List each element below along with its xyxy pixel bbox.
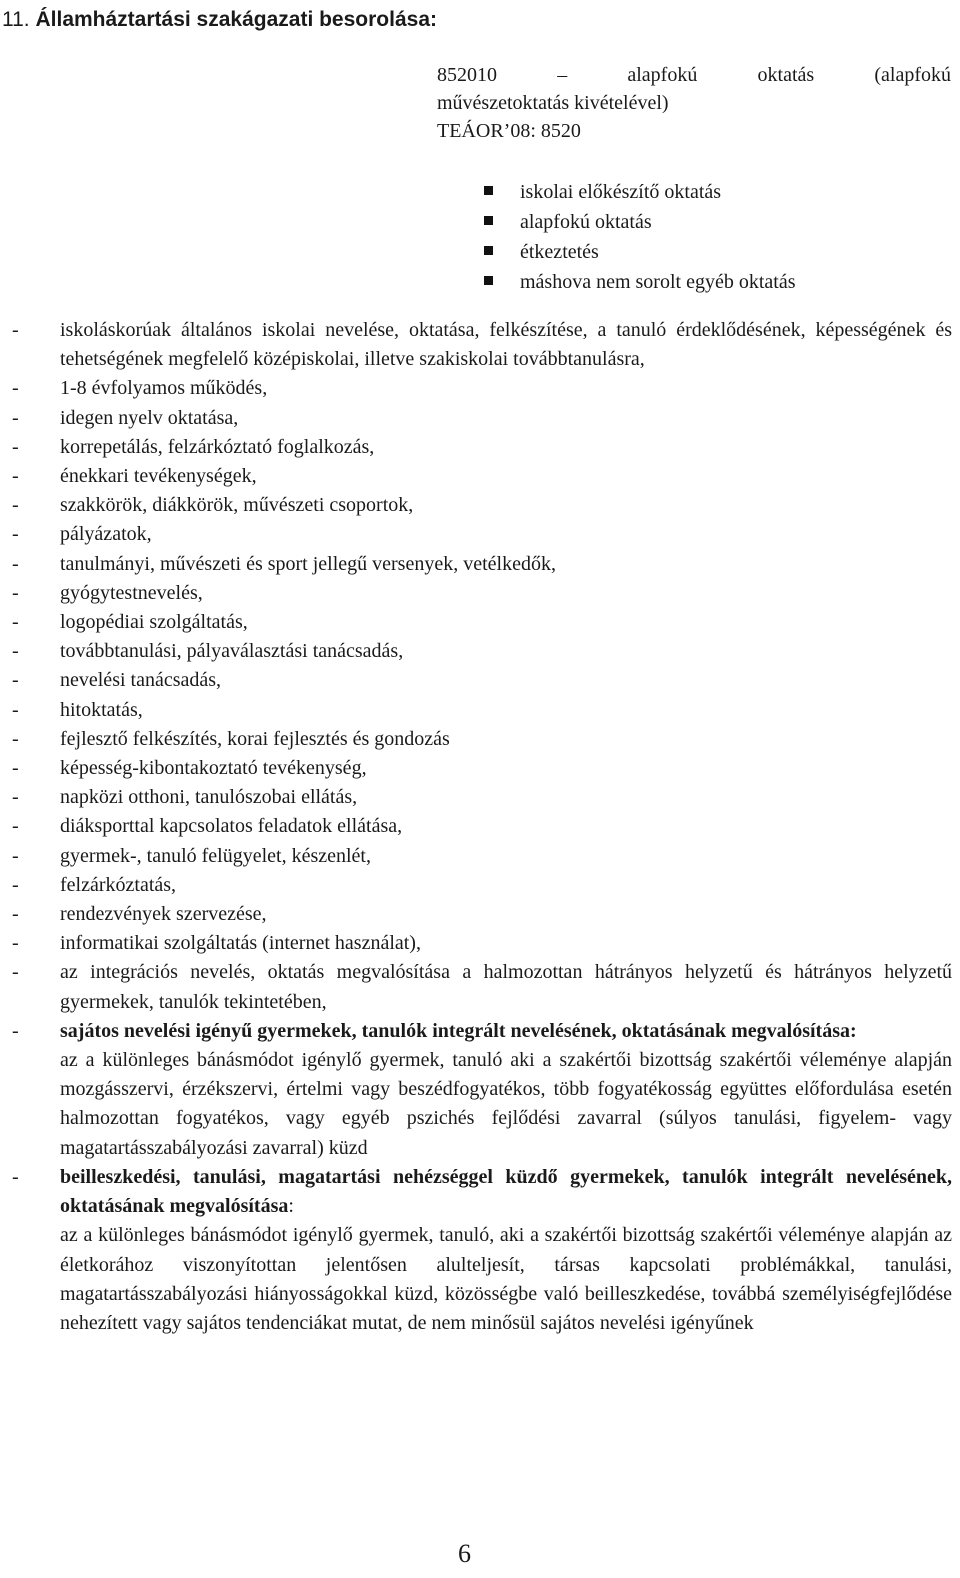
list-item-text: rendezvények szervezése,	[60, 903, 267, 926]
list-item	[12, 550, 952, 579]
square-bullet-icon	[484, 246, 493, 255]
list-item	[12, 754, 952, 783]
list-item-text: diáksporttal kapcsolatos feladatok ellátása,	[60, 815, 403, 838]
classification-word-3: (alapfokú	[874, 64, 952, 86]
list-item-text: idegen nyelv oktatása,	[60, 406, 239, 429]
bullet-item	[484, 237, 796, 267]
list-item-text: napközi otthoni, tanulószobai ellátás,	[60, 786, 358, 809]
list-item-text: fejlesztő felkészítés, korai fejlesztés és gondozás	[60, 727, 450, 750]
dash-marker: -	[12, 903, 19, 926]
dash-marker: -	[12, 815, 19, 838]
dash-marker: -	[12, 932, 19, 955]
classification-dash: –	[557, 64, 568, 86]
list-item-text: énekkari tevékenységek,	[60, 465, 257, 488]
list-item	[12, 462, 952, 491]
activity-bullet-list	[484, 177, 796, 297]
dash-marker: -	[12, 494, 19, 517]
list-item	[12, 812, 952, 841]
list-item	[12, 900, 952, 929]
heading-colon: :	[288, 1195, 294, 1218]
list-item-text: hitoktatás,	[60, 698, 143, 721]
bullet-item	[484, 177, 796, 207]
list-item	[12, 520, 952, 549]
list-item-text: nevelési tanácsadás,	[60, 669, 222, 692]
task-list	[12, 316, 952, 1338]
list-item-special-needs	[12, 1017, 952, 1163]
list-item	[12, 579, 952, 608]
list-item	[12, 374, 952, 403]
section-title: Államháztartási szakágazati besorolása:	[35, 8, 437, 31]
adjustment-difficulties-heading: beilleszkedési, tanulási, magatartási nehézséggel küzdő gyermekek, tanulók integrált nevelésének, oktatásának megvalósítása	[60, 1165, 952, 1218]
list-item	[12, 871, 952, 900]
classification-word-1: alapfokú	[627, 64, 698, 86]
list-item	[12, 608, 952, 637]
dash-marker: -	[12, 844, 19, 867]
square-bullet-icon	[484, 186, 493, 195]
list-item-text: logopédiai szolgáltatás,	[60, 611, 248, 634]
section-heading	[2, 6, 437, 34]
list-item	[12, 433, 952, 462]
list-item-text: gyermek-, tanuló felügyelet, készenlét,	[60, 844, 371, 867]
list-item-text: gyógytestnevelés,	[60, 581, 203, 604]
classification-code-line	[437, 61, 951, 89]
square-bullet-icon	[484, 276, 493, 285]
list-item	[12, 666, 952, 695]
dash-marker: -	[12, 552, 19, 575]
list-item	[12, 783, 952, 812]
dash-marker: -	[12, 523, 19, 546]
dash-marker: -	[12, 581, 19, 604]
list-item	[12, 316, 952, 374]
classification-word-2: oktatás	[757, 64, 815, 86]
dash-marker: -	[12, 727, 19, 750]
bullet-text: alapfokú oktatás	[520, 211, 652, 233]
list-item-text: szakkörök, diákkörök, művészeti csoportok,	[60, 494, 414, 517]
bullet-item	[484, 207, 796, 237]
dash-marker: -	[12, 319, 19, 341]
dash-marker: -	[12, 465, 19, 488]
list-item-text: az integrációs nevelés, oktatás megvalósítása a halmozottan hátrányos helyzetű és hátrányos helyzetű gyermekek, tanulók tekintetében,	[60, 961, 952, 1013]
bullet-text: máshova nem sorolt egyéb oktatás	[520, 271, 796, 293]
dash-marker: -	[12, 435, 19, 458]
list-item-text: tanulmányi, művészeti és sport jellegű versenyek, vetélkedők,	[60, 552, 556, 575]
bullet-item	[484, 267, 796, 297]
list-item	[12, 958, 952, 1016]
list-item-text: továbbtanulási, pályaválasztási tanácsadás,	[60, 640, 404, 663]
section-number: 11.	[2, 8, 30, 31]
list-item	[12, 842, 952, 871]
list-item	[12, 696, 952, 725]
bullet-text: étkeztetés	[520, 241, 599, 263]
list-item-text: pályázatok,	[60, 523, 152, 546]
classification-code: 852010	[437, 64, 497, 86]
adjustment-difficulties-definition: az a különleges bánásmódot igénylő gyermek, tanuló, aki a szakértői bizottság szakértői véleménye alapján az életkorához viszonyítottan jelentősen alulteljesít, társas kapcsolati problémákkal, tanulási, magatartásszabályozási hiányosságokkal küzd, közösségbe való beilleszkedése, továbbá személyiségfejlődése nehezített vagy sajátos tendenciákat mutat, de nem minősül sajátos nevelési igényűnek	[60, 1224, 952, 1334]
special-needs-definition: az a különleges bánásmódot igénylő gyermek, tanuló aki a szakértői bizottság szakértői véleménye alapján mozgásszervi, érzékszervi, értelmi vagy beszédfogyatékos, több fogyatékosság együttes előfordulása esetén halmozottan fogyatékos, vagy egyéb pszichés fejlődési zavarral (súlyos tanulási, figyelem- vagy magatartásszabályozási zavarral) küzd	[60, 1049, 952, 1159]
dash-marker: -	[12, 1019, 19, 1042]
list-item-text: informatikai szolgáltatás (internet használat),	[60, 932, 421, 955]
dash-marker: -	[12, 406, 19, 429]
dash-marker: -	[12, 757, 19, 780]
classification-description-cont: művészetoktatás kivételével)	[437, 92, 669, 114]
list-item-text: 1-8 évfolyamos működés,	[60, 377, 268, 400]
page-number: 6	[458, 1539, 471, 1568]
list-item-text: felzárkóztatás,	[60, 873, 177, 896]
dash-marker: -	[12, 611, 19, 634]
dash-marker: -	[12, 961, 19, 984]
list-item	[12, 404, 952, 433]
special-needs-heading: sajátos nevelési igényű gyermekek, tanulók integrált nevelésének, oktatásának megvalósítása:	[60, 1019, 857, 1042]
dash-marker: -	[12, 377, 19, 400]
list-item-text: korrepetálás, felzárkóztató foglalkozás,	[60, 435, 375, 458]
teaor-classification	[437, 61, 951, 145]
dash-marker: -	[12, 640, 19, 663]
list-item-adjustment-difficulties	[12, 1163, 952, 1338]
list-item-text: képesség-kibontakoztató tevékenység,	[60, 757, 367, 780]
dash-marker: -	[12, 669, 19, 692]
list-item	[12, 929, 952, 958]
bullet-text: iskolai előkészítő oktatás	[520, 181, 722, 203]
list-item	[12, 725, 952, 754]
square-bullet-icon	[484, 216, 493, 225]
dash-marker: -	[12, 786, 19, 809]
list-item-text: iskoláskorúak általános iskolai nevelése, oktatása, felkészítése, a tanuló érdeklődésének, képességének és tehetségének megfelelő középiskolai, illetve szakiskolai továbbtanulásra,	[60, 319, 952, 371]
list-item	[12, 491, 952, 520]
teaor-code: TEÁOR’08: 8520	[437, 120, 581, 142]
dash-marker: -	[12, 1165, 19, 1188]
dash-marker: -	[12, 698, 19, 721]
list-item	[12, 637, 952, 666]
dash-marker: -	[12, 873, 19, 896]
